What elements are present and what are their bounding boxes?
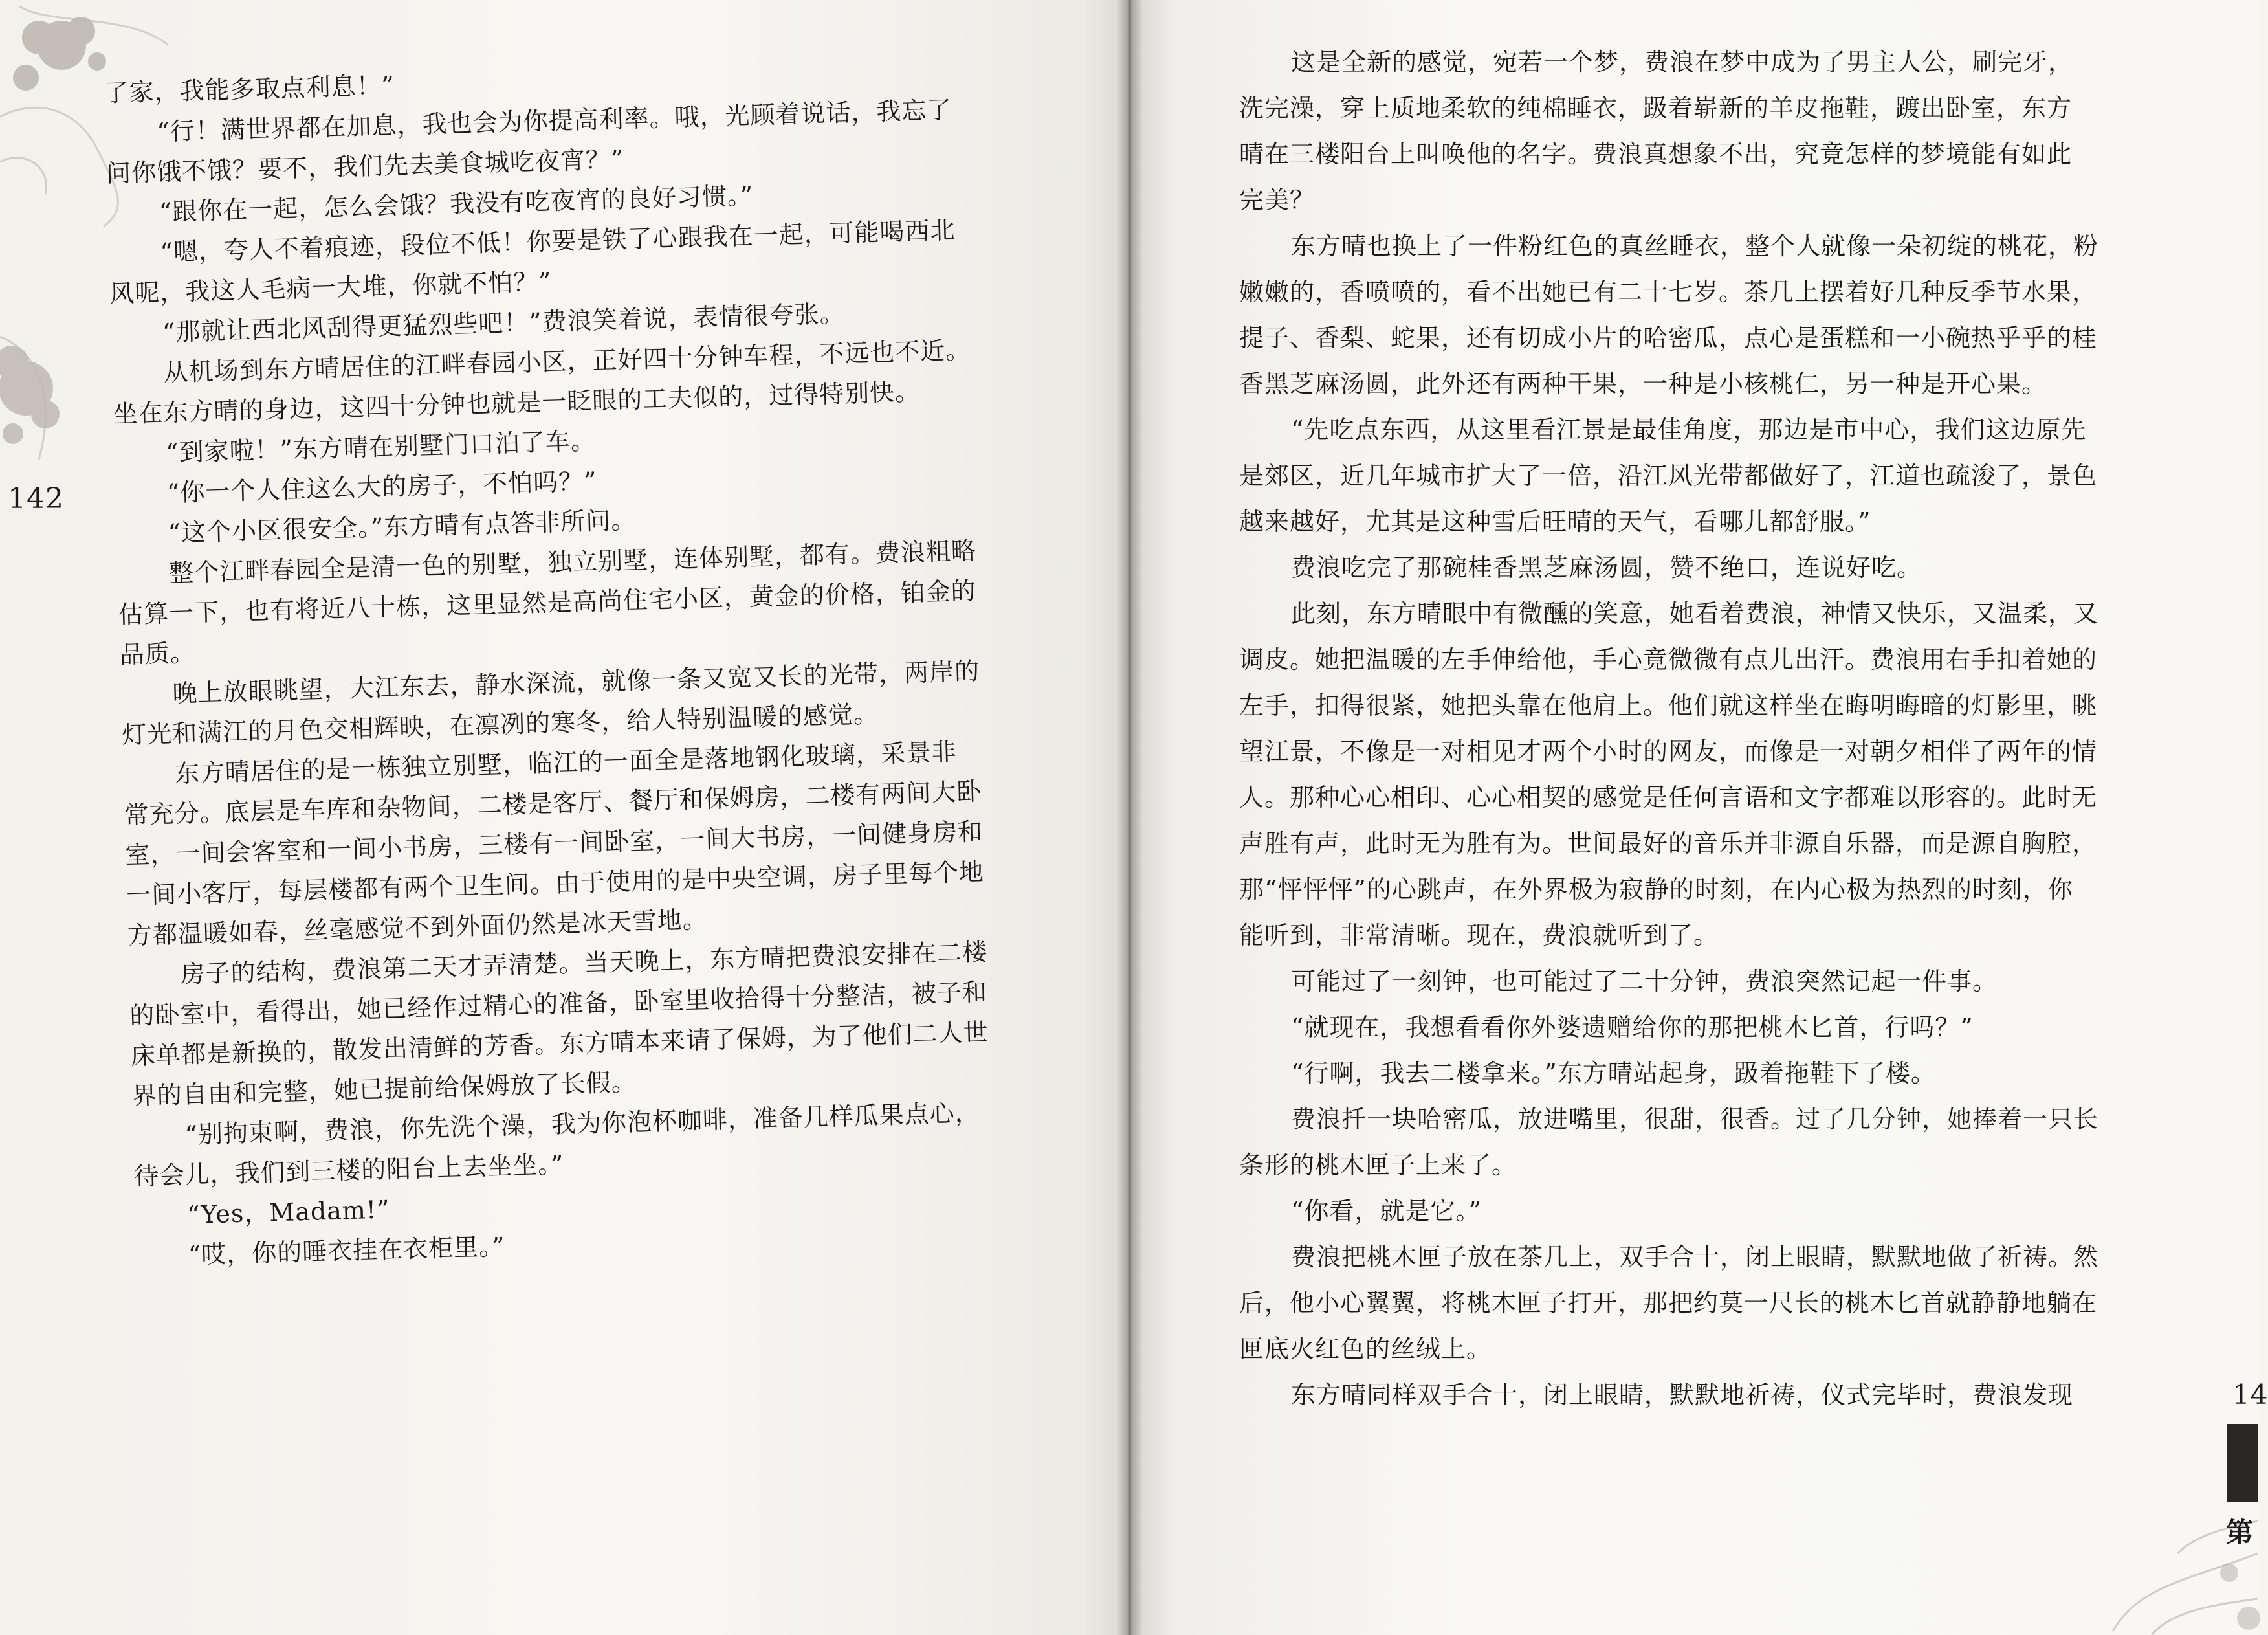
text-line: 左手，扣得很紧，她把头靠在他肩上。他们就这样坐在晦明晦暗的灯影里，眺: [1239, 691, 2098, 720]
text-line: 嫩嫩的，香喷喷的，看不出她已有二十七岁。茶几上摆着好几种反季节水果，: [1239, 278, 2098, 306]
text-line: “哎，你的睡衣挂在衣柜里。”: [188, 1232, 506, 1270]
text-line: “那就让西北风刮得更猛烈些吧！”费浪笑着说，表情很夸张。: [162, 299, 846, 347]
text-line: 晴在三楼阳台上叫唤他的名字。费浪真想象不出，究竟怎样的梦境能有如此: [1239, 140, 2073, 168]
text-line: “你一个人住这么大的房子，不怕吗？”: [166, 466, 598, 507]
text-line: 问你饿不饿？要不，我们先去美食城吃夜宵？”: [105, 144, 624, 188]
text-line: 匣底火红色的丝绒上。: [1239, 1335, 1492, 1363]
text-line: 声胜有声，此时无为胜有为。世间最好的音乐并非源自乐器，而是源自胸腔，: [1239, 829, 2098, 858]
text-line: 坐在东方晴的身边，这四十分钟也就是一眨眼的工夫似的，过得特别快。: [112, 377, 921, 428]
text-line: “Yes，Madam!”: [186, 1195, 391, 1230]
text-line: 越来越好，尤其是这种雪后旺晴的天气，看哪儿都舒服。”: [1239, 507, 1871, 536]
text-line: 了家，我能多取点利息！”: [104, 71, 395, 107]
text-line: 一间小客厅，每层楼都有两个卫生间。由于使用的是中央空调，房子里每个地: [126, 857, 985, 910]
text-line: “你看，就是它。”: [1291, 1197, 1482, 1225]
left-page: [0, 0, 1129, 1635]
floral-ornament-mid-left: [0, 311, 104, 505]
text-line: 室，一间会客室和一间小书房，三楼有一间卧室，一间大书房，一间健身房和: [124, 817, 984, 870]
text-line: 后，他小心翼翼，将桃木匣子打开，那把约莫一尺长的桃木匕首就静静地躺在: [1239, 1289, 2098, 1317]
text-line: 是郊区，近几年城市扩大了一倍，沿江风光带都做好了，江道也疏浚了，景色: [1239, 462, 2098, 490]
text-line: 床单都是新换的，散发出清鲜的芳香。东方晴本来请了保姆，为了他们二人世: [130, 1018, 989, 1071]
text-line: 房子的结构，费浪第二天才弄清楚。当天晚上，东方晴把费浪安排在二楼: [180, 937, 988, 989]
text-line: “到家啦！”东方晴在别墅门口泊了车。: [165, 426, 597, 467]
text-line: 灯光和满江的月色交相辉映，在凛冽的寒冬，给人特别温暖的感觉。: [121, 699, 879, 750]
text-line: 晚上放眼眺望，大江东去，静水深流，就像一条又宽又长的光带，两岸的: [171, 656, 980, 708]
text-line: 东方晴居住的是一栋独立别墅，临江的一面全是落地钢化玻璃，采景非: [174, 737, 958, 788]
text-line: 东方晴也换上了一件粉红色的真丝睡衣，整个人就像一朵初绽的桃花，粉: [1291, 232, 2099, 260]
text-line: “跟你在一起，怎么会饿？我没有吃夜宵的良好习惯。”: [159, 181, 754, 227]
text-line: 待会儿，我们到三楼的阳台上去坐坐。”: [133, 1150, 565, 1191]
text-line: 那“怦怦怦”的心跳声，在外界极为寂静的时刻，在内心极为热烈的时刻，你: [1239, 875, 2073, 904]
right-page: [1129, 0, 2268, 1635]
text-line: 估算一下，也有将近八十栋，这里显然是高尚住宅小区，黄金的价格，铂金的: [118, 576, 977, 629]
text-line: 这是全新的感觉，宛若一个梦，费浪在梦中成为了男主人公，刷完牙，: [1291, 48, 2074, 76]
text-line: 能听到，非常清晰。现在，费浪就听到了。: [1239, 921, 1719, 950]
text-line: “别拘束啊，费浪，你先洗个澡，我为你泡杯咖啡，准备几样瓜果点心，: [184, 1098, 981, 1150]
text-line: 完美？: [1239, 186, 1316, 214]
text-line: 此刻，东方晴眼中有微醺的笑意，她看着费浪，神情又快乐，又温柔，又: [1291, 599, 2099, 628]
text-line: 人。那种心心相印、心心相契的感觉是任何言语和文字都难以形容的。此时无: [1239, 783, 2098, 812]
text-line: “行！满世界都在加息，我也会为你提高利率。哦，光顾着说话，我忘了: [156, 95, 952, 146]
text-line: 常充分。底层是车库和杂物间，二楼是客厅、餐厅和保姆房，二楼有两间大卧: [124, 777, 982, 830]
chapter-tag: 第: [2226, 1517, 2254, 1548]
text-line: 条形的桃木匣子上来了。: [1239, 1151, 1517, 1179]
text-line: 洗完澡，穿上质地柔软的纯棉睡衣，趿着崭新的羊皮拖鞋，踱出卧室，东方: [1239, 94, 2073, 122]
text-line: 方都温暖如春，丝毫感觉不到外面仍然是冰天雪地。: [127, 905, 709, 950]
page-number-left: 142: [8, 482, 64, 515]
page-number-right: 14: [2232, 1379, 2268, 1410]
text-line: 香黑芝麻汤圆，此外还有两种干果，一种是小核桃仁，另一种是开心果。: [1239, 370, 2047, 398]
text-line: 调皮。她把温暖的左手伸给他，手心竟微微有点儿出汗。费浪用右手扣着她的: [1239, 645, 2098, 674]
text-line: 界的自由和完整，她已提前给保姆放了长假。: [131, 1067, 637, 1111]
text-line: 可能过了一刻钟，也可能过了二十分钟，费浪突然记起一件事。: [1291, 967, 1998, 995]
text-line: 费浪吃完了那碗桂香黑芝麻汤圆，赞不绝口，连说好吃。: [1291, 553, 1922, 582]
text-line: 品质。: [119, 638, 196, 669]
text-line: 提子、香梨、蛇果，还有切成小片的哈密瓜，点心是蛋糕和一小碗热乎乎的桂: [1239, 324, 2098, 352]
text-line: “这个小区很安全。”东方晴有点答非所问。: [168, 506, 637, 548]
text-line: 望江景，不像是一对相见才两个小时的网友，而像是一对朝夕相伴了两年的情: [1239, 737, 2098, 766]
text-line: 整个江畔春园全是清一色的别墅，独立别墅，连体别墅，都有。费浪粗略: [168, 536, 977, 588]
book-gutter: [1117, 0, 1143, 1635]
text-line: “嗯，夸人不着痕迹，段位不低！你要是铁了心跟我在一起，可能喝西北: [159, 216, 956, 267]
text-line: “行啊，我去二楼拿来。”东方晴站起身，趿着拖鞋下了楼。: [1291, 1059, 1936, 1087]
text-line: 东方晴同样双手合十，闭上眼睛，默默地祈祷，仪式完毕时，费浪发现: [1291, 1381, 2074, 1409]
text-line: 风呢，我这人毛病一大堆，你就不怕？”: [109, 267, 553, 308]
text-line: 费浪扦一块哈密瓜，放进嘴里，很甜，很香。过了几分钟，她捧着一只长: [1291, 1105, 2099, 1133]
text-line: “先吃点东西，从这里看江景是最佳角度，那边是市中心，我们这边原先: [1291, 416, 2087, 444]
text-line: 的卧室中，看得出，她已经作过精心的准备，卧室里收拾得十分整洁，被子和: [129, 977, 988, 1030]
text-line: “就现在，我想看看你外婆遗赠给你的那把桃木匕首，行吗？”: [1291, 1013, 1974, 1041]
left-page-text: [104, 50, 1073, 1270]
text-line: 费浪把桃木匣子放在茶几上，双手合十，闭上眼睛，默默地做了祈祷。然: [1291, 1243, 2099, 1271]
text-line: 从机场到东方晴居住的江畔春园小区，正好四十分钟车程，不远也不近。: [163, 335, 971, 387]
